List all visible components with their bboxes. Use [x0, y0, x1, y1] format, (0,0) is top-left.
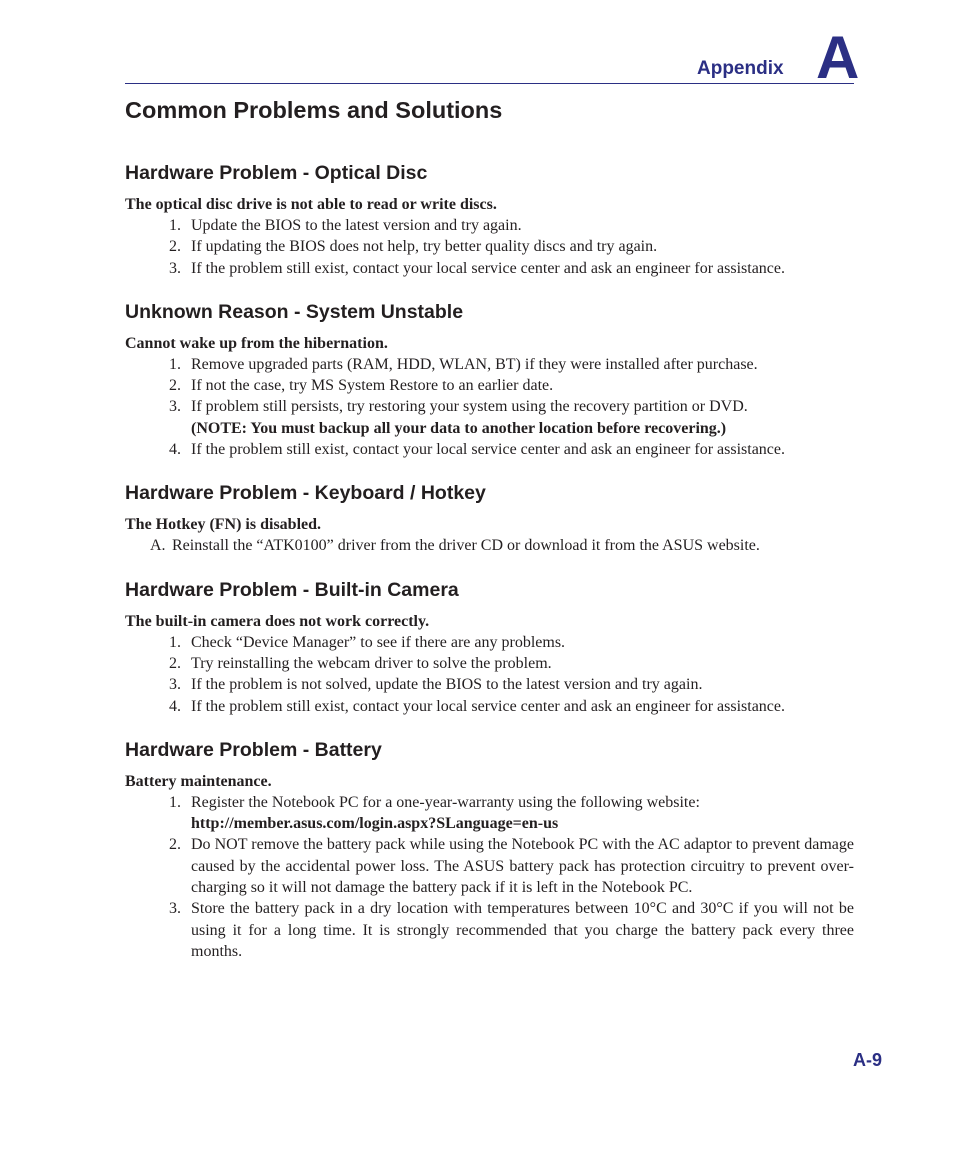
- step-text: Check “Device Manager” to see if there are any problems.: [191, 633, 566, 651]
- step-number: 1.: [169, 633, 181, 651]
- list-item: [125, 632, 854, 653]
- registration-url: http://member.asus.com/login.aspx?SLanguage=en-us: [191, 815, 559, 833]
- step-text: Do NOT remove the battery pack while using the Notebook PC with the AC adaptor to prevent damage caused by the accidental power loss. The ASUS battery pack has protection circuitry to prevent over-charging so it will not damage the battery pack if it is left in the Notebook PC.: [191, 836, 854, 897]
- step-text: Store the battery pack in a dry location with temperatures between 10°C and 30°C if you will not be using it for a long time. It is strongly recommended that you charge the battery pack every three months.: [191, 900, 854, 960]
- header-rule: [125, 83, 854, 84]
- step-number: 2.: [169, 654, 181, 672]
- appendix-letter: A: [816, 24, 860, 91]
- step-number: 2.: [169, 377, 181, 395]
- step-text: If the problem still exist, contact your local service center and ask an engineer for assistance.: [191, 259, 785, 277]
- steps-list: [125, 792, 854, 962]
- problem-statement: Battery maintenance.: [125, 772, 272, 790]
- page-title: Common Problems and Solutions: [125, 97, 503, 123]
- list-item: [125, 535, 854, 556]
- step-text: Reinstall the “ATK0100” driver from the driver CD or download it from the ASUS website.: [172, 537, 760, 555]
- step-number: 3.: [169, 676, 181, 694]
- appendix-label: Appendix: [697, 58, 784, 79]
- list-item: [125, 375, 854, 396]
- step-number: 3.: [169, 259, 181, 277]
- section-built-in-camera: [125, 575, 854, 717]
- list-item: [125, 236, 854, 257]
- section-keyboard-hotkey: [125, 478, 854, 556]
- backup-note: (NOTE: You must backup all your data to another location before recovering.): [191, 419, 727, 437]
- list-item: [125, 258, 854, 279]
- list-item: [125, 674, 854, 695]
- step-number: 1.: [169, 217, 181, 234]
- section-optical-disc: [125, 158, 854, 279]
- list-item: [125, 834, 854, 898]
- step-text: Remove upgraded parts (RAM, HDD, WLAN, BT) if they were installed after purchase.: [191, 355, 758, 373]
- step-text: Try reinstalling the webcam driver to solve the problem.: [191, 654, 552, 672]
- step-text: If problem still persists, try restoring your system using the recovery partition or DVD.: [191, 398, 748, 416]
- section-system-unstable: [125, 297, 854, 460]
- step-number: 3.: [169, 900, 181, 918]
- step-text: If the problem still exist, contact your local service center and ask an engineer for assistance.: [191, 697, 785, 715]
- problem-statement: The Hotkey (FN) is disabled.: [125, 516, 322, 534]
- problem-statement: The built-in camera does not work correctly.: [125, 612, 430, 630]
- list-item: [125, 439, 854, 460]
- step-text: If updating the BIOS does not help, try better quality discs and try again.: [191, 238, 658, 256]
- step-text: If the problem still exist, contact your local service center and ask an engineer for assistance.: [191, 441, 785, 459]
- problem-statement: Cannot wake up from the hibernation.: [125, 334, 388, 352]
- step-number: 1.: [169, 793, 181, 811]
- step-number: 2.: [169, 836, 181, 854]
- problem-statement: The optical disc drive is not able to read or write discs.: [125, 196, 497, 213]
- section-battery: [125, 735, 854, 962]
- step-number: 1.: [169, 355, 181, 373]
- page-number: A-9: [853, 1050, 883, 1070]
- step-number: 3.: [169, 398, 181, 416]
- step-text: If the problem is not solved, update the BIOS to the latest version and try again.: [191, 676, 703, 694]
- list-item: [125, 354, 854, 375]
- step-text: Register the Notebook PC for a one-year-warranty using the following website:: [191, 793, 700, 811]
- list-item: [125, 215, 854, 236]
- section-heading: Hardware Problem - Optical Disc: [125, 162, 428, 184]
- step-number: 4.: [169, 697, 181, 715]
- step-letter: A.: [150, 537, 166, 555]
- steps-list: [125, 354, 854, 460]
- step-text: If not the case, try MS System Restore to an earlier date.: [191, 377, 554, 395]
- step-number: 2.: [169, 238, 181, 256]
- list-item: [125, 898, 854, 962]
- steps-list: [125, 632, 854, 717]
- list-item: [125, 396, 854, 439]
- step-number: 4.: [169, 441, 181, 459]
- section-heading: Hardware Problem - Built-in Camera: [125, 578, 459, 601]
- step-text: Update the BIOS to the latest version and try again.: [191, 217, 522, 234]
- section-heading: Hardware Problem - Keyboard / Hotkey: [125, 482, 486, 505]
- list-item: [125, 653, 854, 674]
- page-content: [125, 158, 854, 980]
- steps-list: [125, 215, 854, 279]
- list-item: [125, 792, 854, 835]
- list-item: [125, 696, 854, 717]
- section-heading: Unknown Reason - System Unstable: [125, 300, 464, 323]
- section-heading: Hardware Problem - Battery: [125, 738, 382, 761]
